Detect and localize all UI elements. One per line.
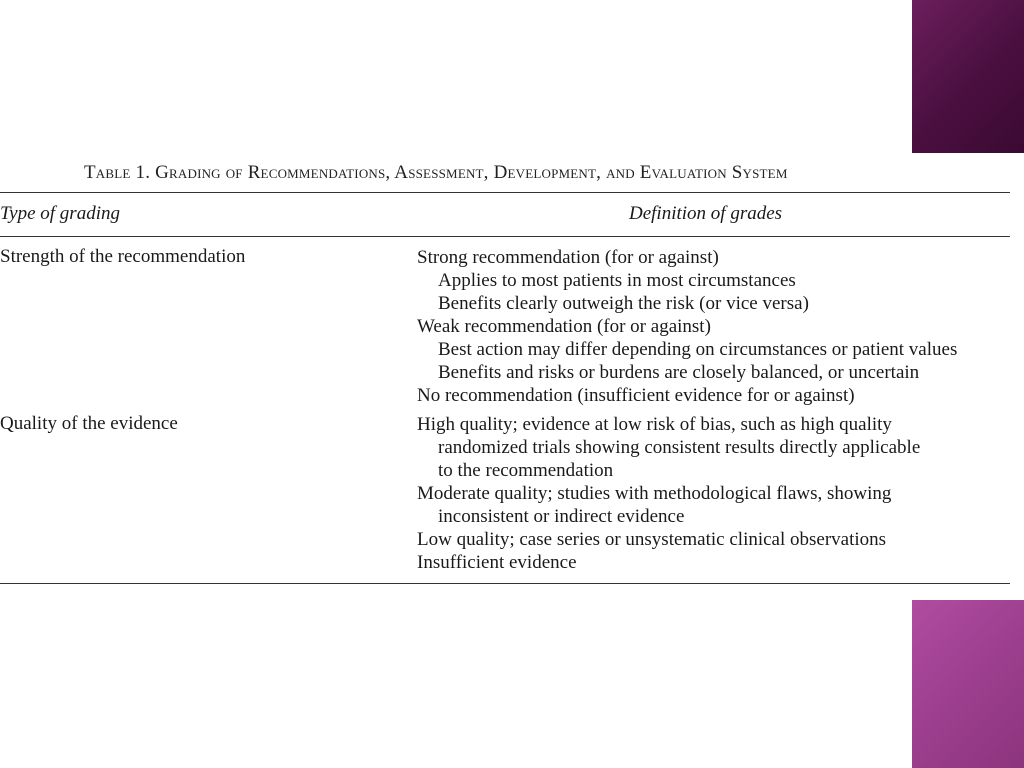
definition-line: Moderate quality; studies with methodological flaws, showing	[417, 483, 892, 504]
column-header-definition: Definition of grades	[629, 203, 783, 224]
row-type-quality: Quality of the evidence	[0, 413, 178, 434]
definition-line: randomized trials showing consistent results directly applicable	[438, 437, 921, 458]
definition-line: Strong recommendation (for or against)	[417, 247, 719, 268]
definition-line: Weak recommendation (for or against)	[417, 316, 711, 337]
table-caption: Table 1. Grading of Recommendations, Assessment, Development, and Evaluation System	[84, 162, 788, 183]
row-definitions-strength	[417, 246, 957, 407]
definition-line: Benefits clearly outweigh the risk (or vice versa)	[438, 293, 809, 314]
table-rule-header	[0, 236, 1010, 237]
row-definitions-quality	[417, 413, 920, 574]
definition-line: Insufficient evidence	[417, 552, 577, 573]
definition-line: Low quality; case series or unsystematic clinical observations	[417, 529, 887, 550]
accent-block-top	[912, 0, 1024, 153]
definition-line: inconsistent or indirect evidence	[438, 506, 685, 527]
table-rule-bottom	[0, 583, 1010, 584]
definition-line: Best action may differ depending on circumstances or patient values	[438, 339, 958, 360]
row-type-strength: Strength of the recommendation	[0, 246, 246, 267]
definition-line: No recommendation (insufficient evidence for or against)	[417, 385, 855, 406]
table-rule-top	[0, 192, 1010, 193]
definition-line: Applies to most patients in most circumstances	[438, 270, 796, 291]
column-header-type: Type of grading	[0, 203, 120, 224]
definition-line: to the recommendation	[438, 460, 614, 481]
definition-line: Benefits and risks or burdens are closely balanced, or uncertain	[438, 362, 920, 383]
definition-line: High quality; evidence at low risk of bias, such as high quality	[417, 414, 892, 435]
accent-block-bottom	[912, 600, 1024, 768]
